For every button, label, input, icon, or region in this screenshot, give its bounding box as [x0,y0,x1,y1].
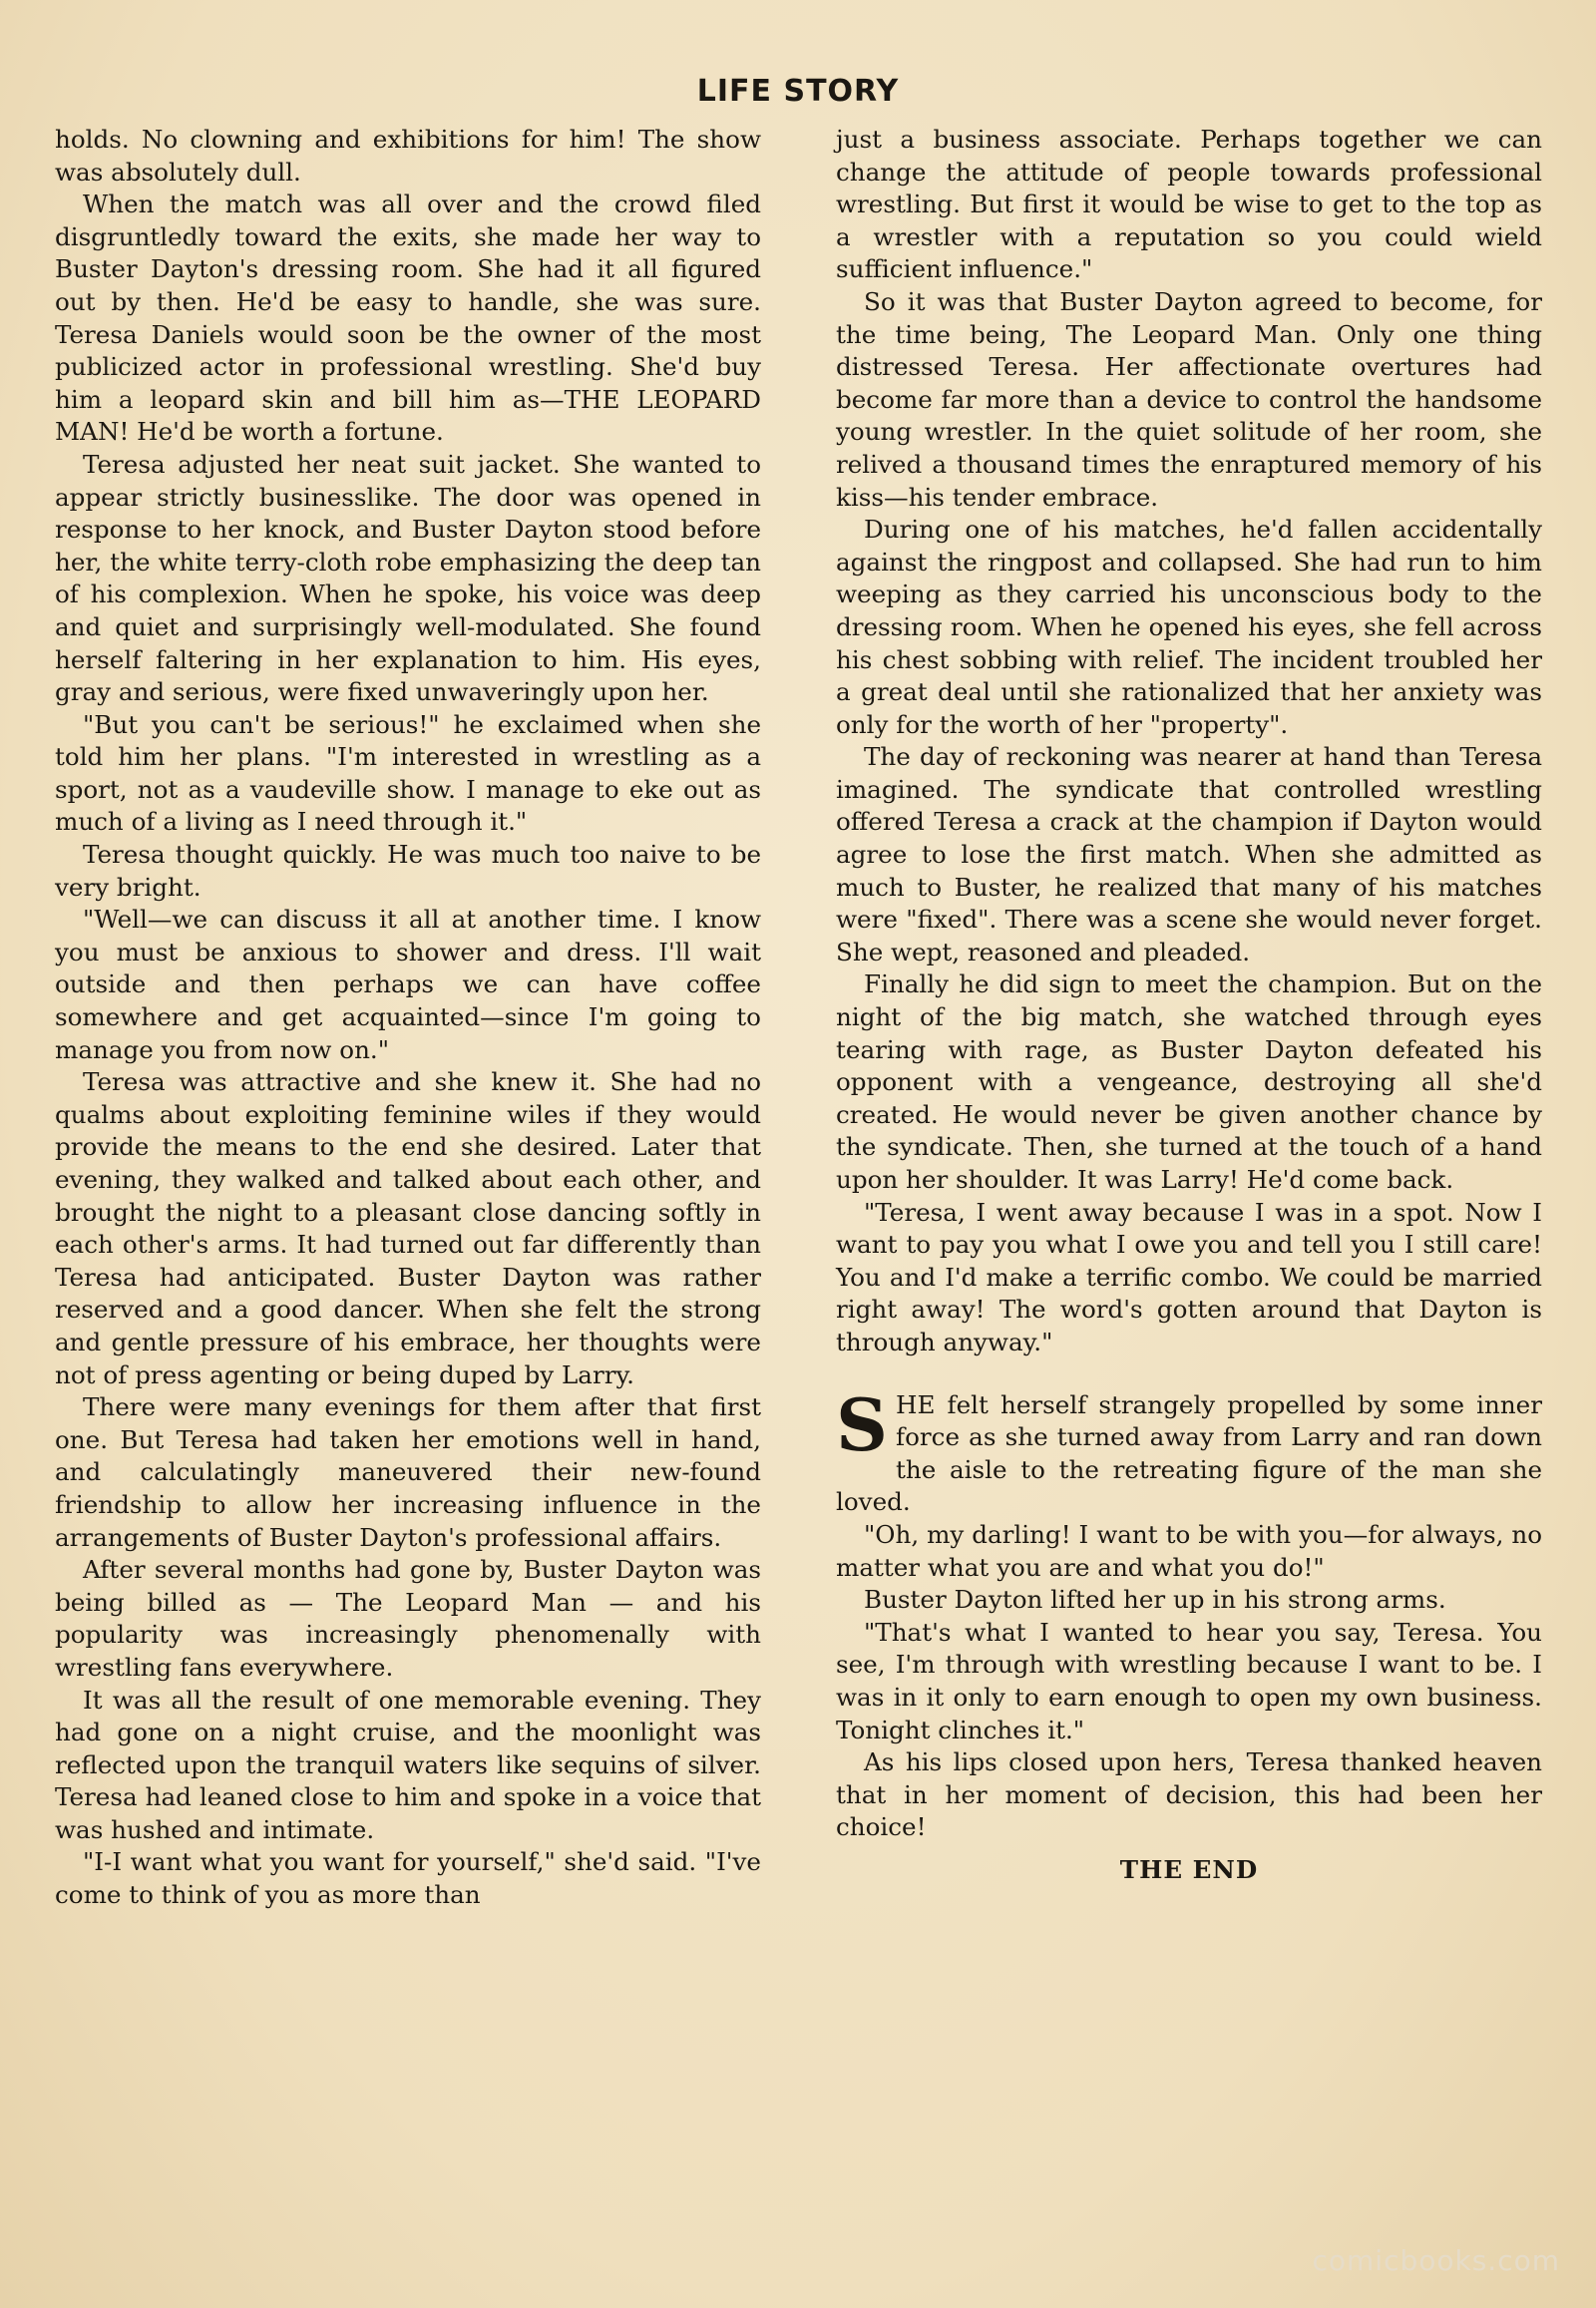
paragraph: During one of his matches, he'd fallen accidentally against the ringpost and collapsed. She had run to him weeping as they carried his unconscious body to the dressing room. When he opened his eyes, she fell across his chest sobbing with relief. The incident troubled her a great deal until she rationalized that her anxiety was only for the worth of her "property". [836,515,1542,739]
dropcap-paragraph [836,1381,1542,1519]
paragraph: It was all the result of one memorable evening. They had gone on a night cruise, and the moonlight was reflected upon the tranquil waters like sequins of silver. Teresa had leaned close to him and spoke in a voice that was hushed and intimate. [55,1685,761,1844]
paragraph: "I-I want what you want for yourself," she'd said. "I've come to think of you as more than [55,1847,761,1910]
paragraph: There were many evenings for them after that first one. But Teresa had taken her emotions well in hand, and calculatingly maneuvered their new-found friendship to allow her increasing influence in the arrangements of Buster Dayton's professional affairs. [55,1392,761,1552]
section-break [836,1359,1542,1389]
paragraph: Buster Dayton lifted her up in his strong arms. [864,1585,1446,1615]
paragraph: Finally he did sign to meet the champion. But on the night of the big match, she watched through eyes tearing with rage, as Buster Dayton defeated his opponent with a vengeance, destroying all she'd created. He would never be given another chance by the syndicate. Then, she turned at the touch of a hand upon her shoulder. It was Larry! He'd come back. [836,969,1542,1194]
paragraph: "Well—we can discuss it all at another time. I know you must be anxious to shower and dress. I'll wait outside and then perhaps we can have coffee somewhere and get acquainted—since I'm going to manage you from now on." [55,905,761,1064]
dropcap-paragraph-text: HE felt herself strangely propelled by some inner force as she turned away from Larry and ran down the aisle to the retreating figure of the man she loved. [836,1389,1542,1517]
paragraph: "Oh, my darling! I want to be with you—for always, no matter what you are and what you do!" [836,1519,1542,1582]
the-end-label: THE END [1119,1854,1259,1884]
paragraph: "But you can't be serious!" he exclaimed when she told him her plans. "I'm interested in wrestling as a sport, not as a vaudeville show. I manage to eke out as much of a living as I need through it." [55,709,761,837]
paragraph: Teresa was attractive and she knew it. She had no qualms about exploiting feminine wiles if they would provide the means to the end she desired. Later that evening, they walked and talked about each other, and brought the night to a pleasant close dancing softly in each other's arms. It had turned out far differently than Teresa had anticipated. Buster Dayton was rather reserved and a good dancer. When she felt the strong and gentle pressure of his embrace, her thoughts were not of press agenting or being duped by Larry. [55,1067,761,1389]
paragraph: The day of reckoning was nearer at hand than Teresa imagined. The syndicate that controlled wrestling offered Teresa a crack at the champion if Dayton would agree to lose the first match. When she admitted as much to Buster, he realized that many of his matches were "fixed". There was a scene she would never forget. She wept, reasoned and pleaded. [836,742,1542,966]
paragraph: Teresa thought quickly. He was much too naive to be very bright. [55,840,761,902]
paragraph: As his lips closed upon hers, Teresa thanked heaven that in her moment of decision, this had been her choice! [836,1747,1542,1842]
paragraph: When the match was all over and the crowd filed disgruntledly toward the exits, she made her way to Buster Dayton's dressing room. She had it all figured out by then. He'd be easy to handle, she was sure. Teresa Daniels would soon be the owner of the most publicized actor in professional wrestling. She'd buy him a leopard skin and bill him as—THE LEOPARD MAN! He'd be worth a fortune. [55,190,761,447]
paragraph: holds. No clowning and exhibitions for him! The show was absolutely dull. [55,125,761,187]
paragraph: After several months had gone by, Buster Dayton was being billed as — The Leopard Man — and his popularity was increasingly phenomenally with wrestling fans everywhere. [55,1555,761,1682]
left-column [55,124,761,1912]
drop-cap: S [836,1381,888,1467]
page-header: LIFE STORY [696,74,900,109]
paragraph: "Teresa, I went away because I was in a spot. Now I want to pay you what I owe you and tell you I still care! You and I'd make a terrific combo. We could be married right away! The word's gotten around that Dayton is through anyway." [836,1197,1542,1356]
watermark: comicbooks.com [1312,2244,1560,2277]
paragraph: just a business associate. Perhaps together we can change the attitude of people towards professional wrestling. But first it would be wise to get to the top as a wrestler with a reputation so you could wield sufficient influence." [836,125,1542,284]
paragraph: Teresa adjusted her neat suit jacket. She wanted to appear strictly businesslike. The door was opened in response to her knock, and Buster Dayton stood before her, the white terry-cloth robe emphasizing the deep tan of his complexion. When he spoke, his voice was deep and quiet and surprisingly well-modulated. She found herself faltering in her explanation to him. His eyes, gray and serious, were fixed unwaveringly upon her. [55,449,761,707]
paragraph: "That's what I wanted to hear you say, Teresa. You see, I'm through with wrestling because I want to be. I was in it only to earn enough to open my own business. Tonight clinches it." [836,1617,1542,1744]
paragraph: So it was that Buster Dayton agreed to become, for the time being, The Leopard Man. Only one thing distressed Teresa. Her affectionate overtures had become far more than a device to control the handsome young wrestler. In the quiet solitude of her room, she relived a thousand times the enraptured memory of his kiss—his tender embrace. [836,286,1542,512]
right-column [836,124,1542,1886]
